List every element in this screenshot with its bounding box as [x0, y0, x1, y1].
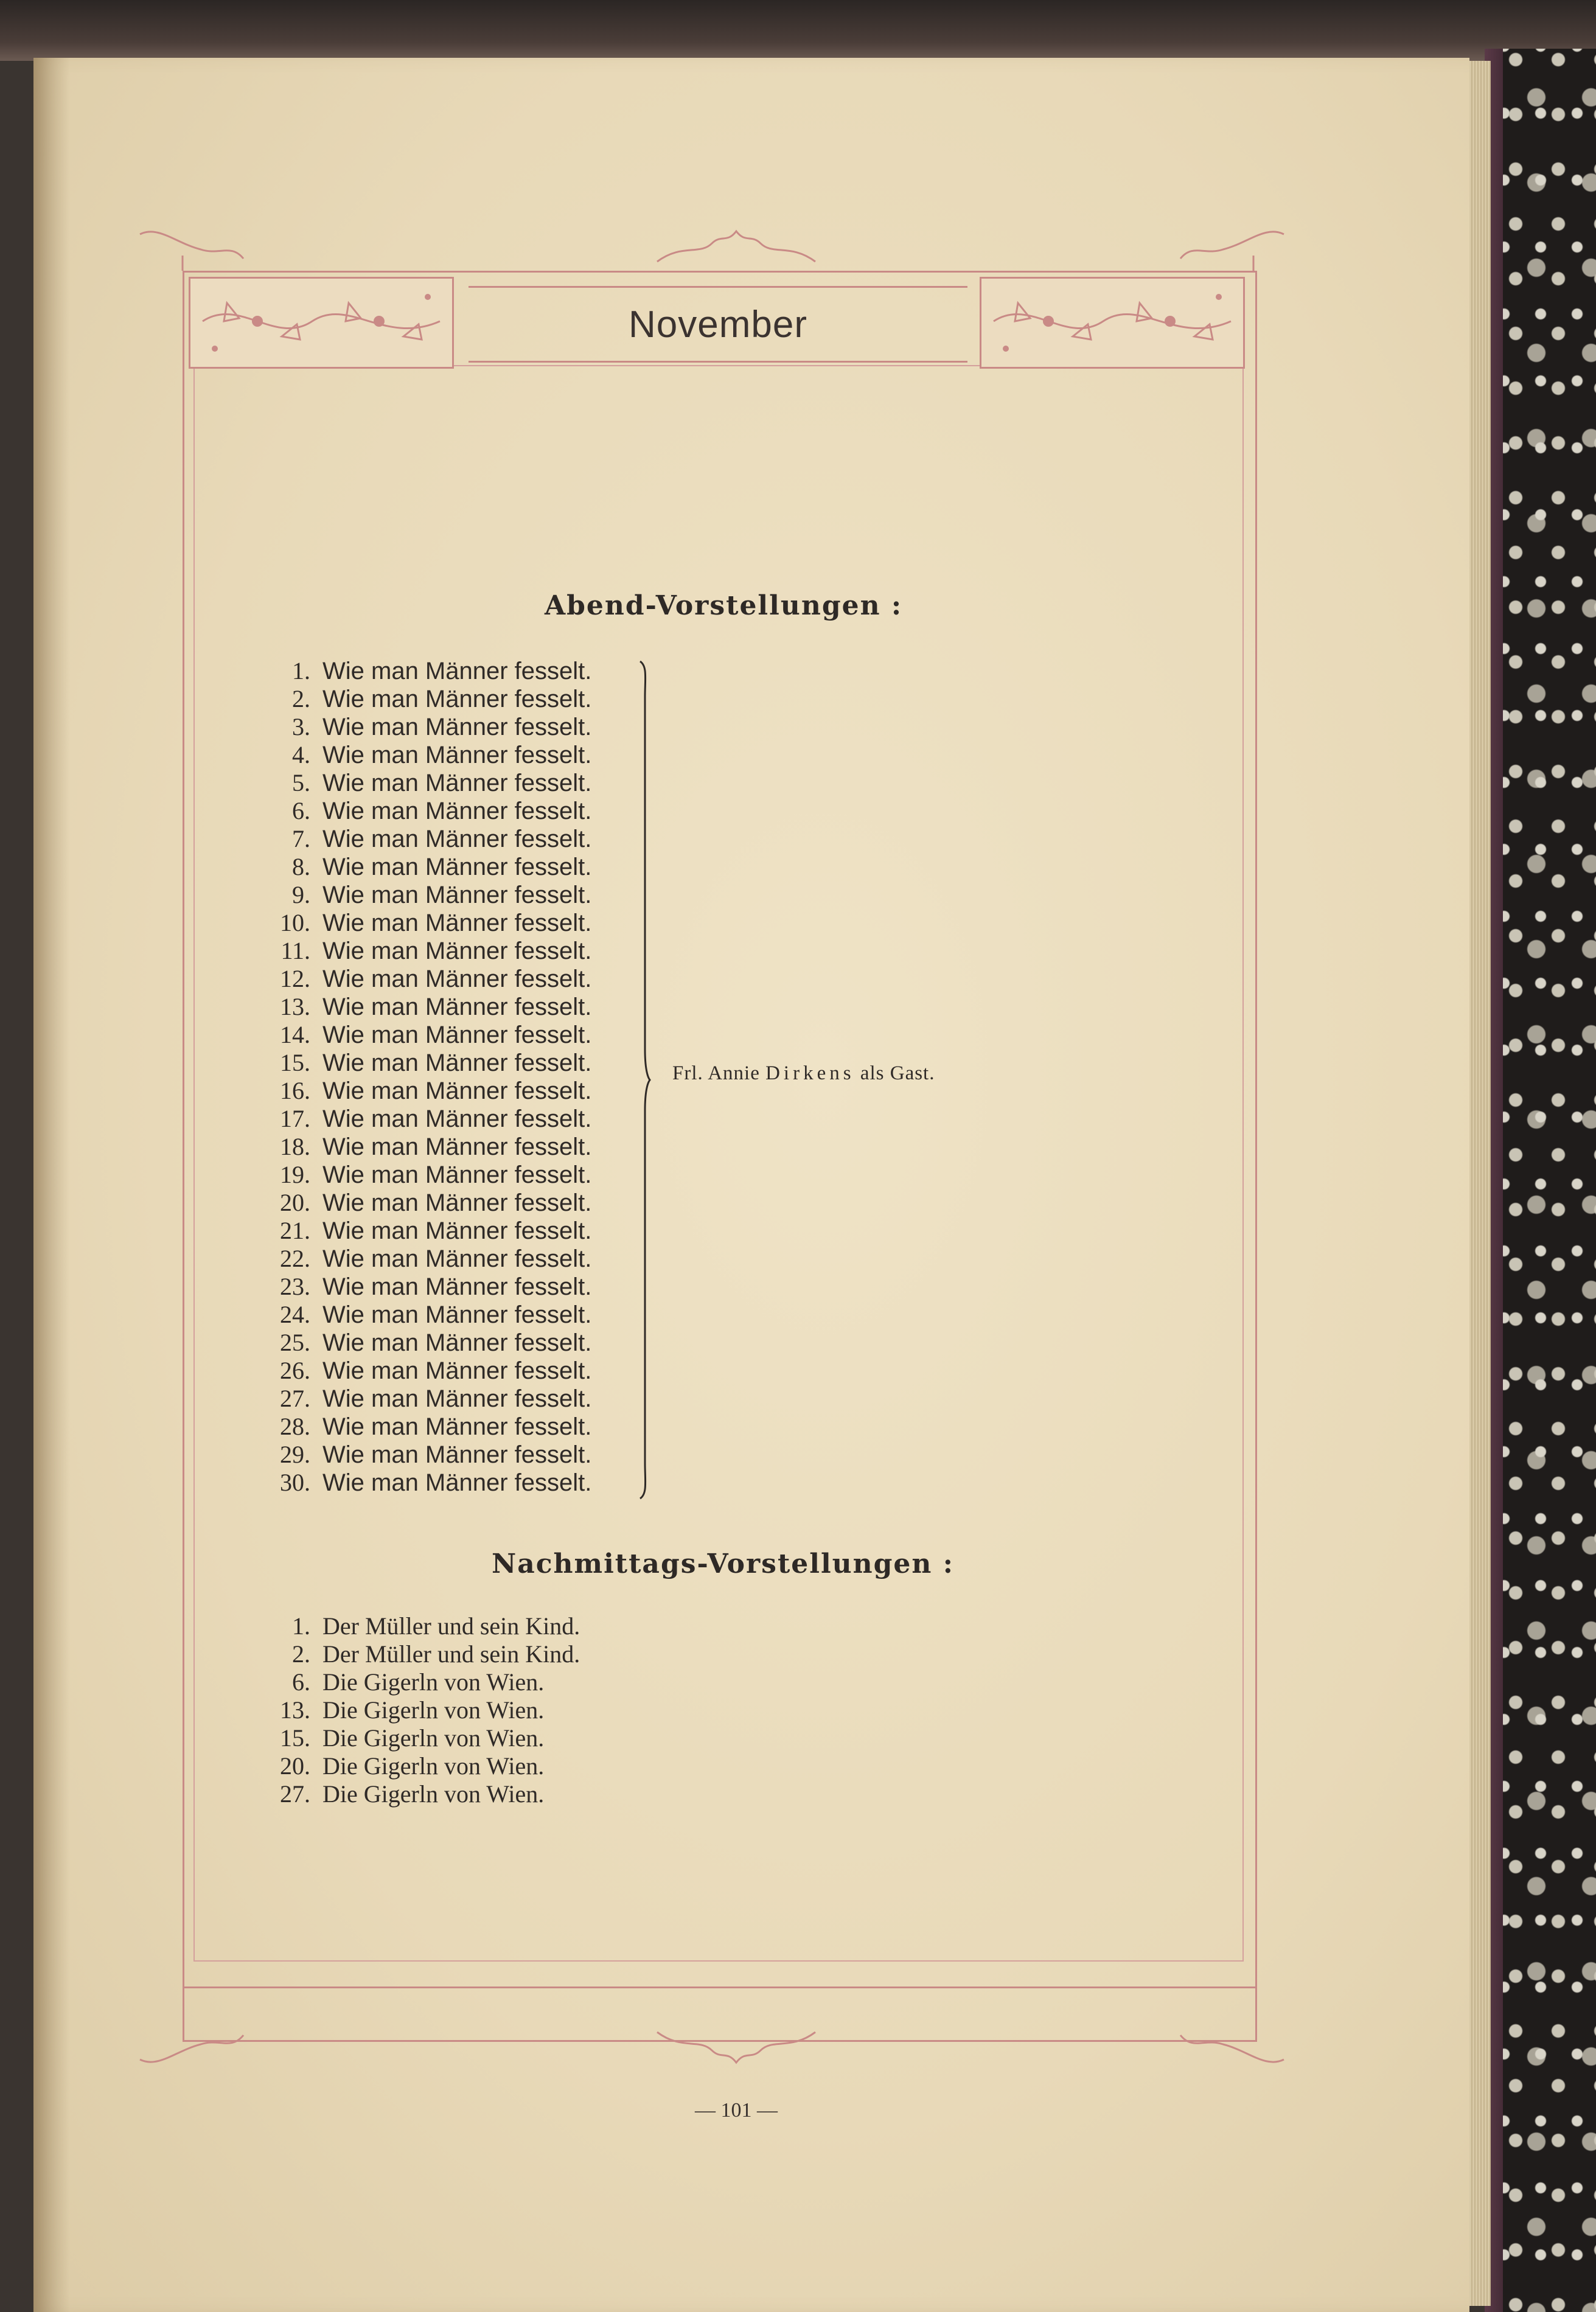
- list-item-title: Die Gigerln von Wien.: [322, 1696, 545, 1724]
- list-item-number: 16.: [280, 1077, 310, 1104]
- list-item-number: 13.: [280, 993, 310, 1020]
- list-item: [253, 1668, 580, 1696]
- list-item-number: 5.: [292, 769, 310, 796]
- footer-ornament-band: [183, 1986, 1257, 2040]
- list-item-number: 25.: [280, 1329, 310, 1356]
- list-item-title: Wie man Männer fesselt.: [322, 1385, 592, 1412]
- list-item: [253, 1640, 580, 1668]
- list-item: [253, 1301, 591, 1329]
- list-item-title: Wie man Männer fesselt.: [322, 1245, 592, 1272]
- list-item-number: 22.: [280, 1245, 310, 1272]
- list-item: [253, 1469, 591, 1497]
- list-item-number: 27.: [280, 1385, 310, 1412]
- list-item-title: Wie man Männer fesselt.: [322, 854, 592, 880]
- list-item-title: Wie man Männer fesselt.: [322, 1078, 592, 1104]
- list-item-title: Wie man Männer fesselt.: [322, 1441, 592, 1468]
- list-item-number: 10.: [280, 909, 310, 936]
- list-item: [253, 713, 591, 741]
- header-ornament-right: [980, 277, 1245, 369]
- list-item: [253, 1133, 591, 1161]
- list-item-number: 7.: [292, 825, 310, 852]
- list-item-title: Wie man Männer fesselt.: [322, 994, 592, 1020]
- list-item: [253, 1413, 591, 1441]
- list-item: [253, 685, 591, 713]
- list-item: [253, 769, 591, 797]
- list-item-number: 29.: [280, 1441, 310, 1468]
- list-item-number: 24.: [280, 1301, 310, 1328]
- list-item: [253, 1077, 591, 1105]
- list-item-title: Wie man Männer fesselt.: [322, 1273, 592, 1300]
- list-item-title: Wie man Männer fesselt.: [322, 966, 592, 992]
- list-item: [253, 741, 591, 769]
- list-item-number: 12.: [280, 965, 310, 992]
- evening-section-title: Abend-Vorstellungen :: [545, 590, 903, 621]
- evening-performance-list: [253, 657, 591, 1497]
- list-item: [253, 1161, 591, 1189]
- month-title: November: [629, 303, 807, 346]
- list-item: [253, 965, 591, 993]
- list-item-title: Wie man Männer fesselt.: [322, 1189, 592, 1216]
- month-title-box: [469, 286, 967, 363]
- guest-note: [672, 1062, 935, 1085]
- list-item: [253, 1105, 591, 1133]
- list-item: [253, 909, 591, 937]
- list-item: [253, 1357, 591, 1385]
- list-item: [253, 1612, 580, 1640]
- list-item-title: Wie man Männer fesselt.: [322, 714, 592, 740]
- list-item-number: 26.: [280, 1357, 310, 1384]
- list-item-number: 23.: [280, 1273, 310, 1300]
- list-item-number: 6.: [292, 1668, 310, 1696]
- list-item: [253, 1752, 580, 1780]
- list-item-number: 20.: [280, 1189, 310, 1216]
- list-item-title: Die Gigerln von Wien.: [322, 1724, 545, 1752]
- list-item-title: Wie man Männer fesselt.: [322, 1329, 592, 1356]
- list-item-number: 1.: [292, 1612, 310, 1640]
- list-item-number: 3.: [292, 713, 310, 740]
- list-item: [253, 1273, 591, 1301]
- list-item-title: Wie man Männer fesselt.: [322, 1469, 592, 1496]
- list-item-number: 6.: [292, 797, 310, 824]
- list-item-number: 2.: [292, 685, 310, 712]
- list-item-number: 27.: [280, 1780, 310, 1808]
- list-item-title: Der Müller und sein Kind.: [322, 1612, 580, 1640]
- list-item-number: 9.: [292, 881, 310, 908]
- list-item: [253, 1217, 591, 1245]
- list-item: [253, 1385, 591, 1413]
- floral-ornament-icon: [190, 279, 452, 367]
- list-item-number: 18.: [280, 1133, 310, 1160]
- list-item: [253, 825, 591, 853]
- list-item-number: 2.: [292, 1640, 310, 1668]
- list-item-number: 20.: [280, 1752, 310, 1780]
- list-item-title: Die Gigerln von Wien.: [322, 1780, 545, 1808]
- list-item: [253, 937, 591, 965]
- list-item-title: Wie man Männer fesselt.: [322, 1357, 592, 1384]
- list-item-number: 13.: [280, 1696, 310, 1724]
- list-item-title: Wie man Männer fesselt.: [322, 1022, 592, 1048]
- list-item-number: 21.: [280, 1217, 310, 1244]
- list-item-title: Wie man Männer fesselt.: [322, 1050, 592, 1076]
- list-item-title: Die Gigerln von Wien.: [322, 1668, 545, 1696]
- list-item-title: Wie man Männer fesselt.: [322, 1217, 592, 1244]
- list-item: [253, 1696, 580, 1724]
- list-item-title: Wie man Männer fesselt.: [322, 1133, 592, 1160]
- afternoon-section-title: Nachmittags-Vorstellungen :: [492, 1548, 954, 1579]
- list-item-title: Wie man Männer fesselt.: [322, 1106, 592, 1132]
- list-item-title: Wie man Männer fesselt.: [322, 742, 592, 768]
- list-item-title: Wie man Männer fesselt.: [322, 1413, 592, 1440]
- guest-note-prefix: Frl. Annie: [672, 1062, 760, 1084]
- list-item-title: Wie man Männer fesselt.: [322, 798, 592, 824]
- list-item-title: Wie man Männer fesselt.: [322, 770, 592, 796]
- list-item: [253, 1189, 591, 1217]
- list-item: [253, 853, 591, 881]
- list-item: [253, 1780, 580, 1808]
- list-item-title: Wie man Männer fesselt.: [322, 910, 592, 936]
- list-item-title: Wie man Männer fesselt.: [322, 686, 592, 712]
- list-item-title: Wie man Männer fesselt.: [322, 882, 592, 908]
- list-item-title: Der Müller und sein Kind.: [322, 1640, 580, 1668]
- list-item-title: Wie man Männer fesselt.: [322, 1161, 592, 1188]
- list-item-title: Wie man Männer fesselt.: [322, 658, 592, 684]
- list-item-number: 11.: [281, 937, 310, 964]
- list-item-number: 30.: [280, 1469, 310, 1496]
- list-item-number: 15.: [280, 1049, 310, 1076]
- list-item: [253, 1724, 580, 1752]
- list-item: [253, 797, 591, 825]
- right-brace: [639, 660, 651, 1500]
- list-item: [253, 1245, 591, 1273]
- list-item: [253, 657, 591, 685]
- list-item-number: 15.: [280, 1724, 310, 1752]
- list-item-number: 17.: [280, 1105, 310, 1132]
- list-item: [253, 993, 591, 1021]
- list-item-number: 14.: [280, 1021, 310, 1048]
- list-item-number: 4.: [292, 741, 310, 768]
- list-item-number: 1.: [292, 657, 310, 684]
- list-item-number: 28.: [280, 1413, 310, 1440]
- list-item-title: Wie man Männer fesselt.: [322, 1301, 592, 1328]
- list-item: [253, 1441, 591, 1469]
- guest-note-suffix: als Gast.: [860, 1062, 935, 1084]
- page-number: — 101 —: [695, 2099, 778, 2122]
- list-item: [253, 1021, 591, 1049]
- guest-note-name: Dirkens: [765, 1062, 855, 1084]
- list-item: [253, 1049, 591, 1077]
- list-item-number: 8.: [292, 853, 310, 880]
- list-item-title: Wie man Männer fesselt.: [322, 938, 592, 964]
- header-ornament-left: [189, 277, 454, 369]
- list-item-title: Die Gigerln von Wien.: [322, 1752, 545, 1780]
- floral-ornament-icon: [981, 279, 1243, 367]
- list-item: [253, 1329, 591, 1357]
- list-item-number: 19.: [280, 1161, 310, 1188]
- list-item: [253, 881, 591, 909]
- afternoon-performance-list: [253, 1612, 580, 1808]
- list-item-title: Wie man Männer fesselt.: [322, 826, 592, 852]
